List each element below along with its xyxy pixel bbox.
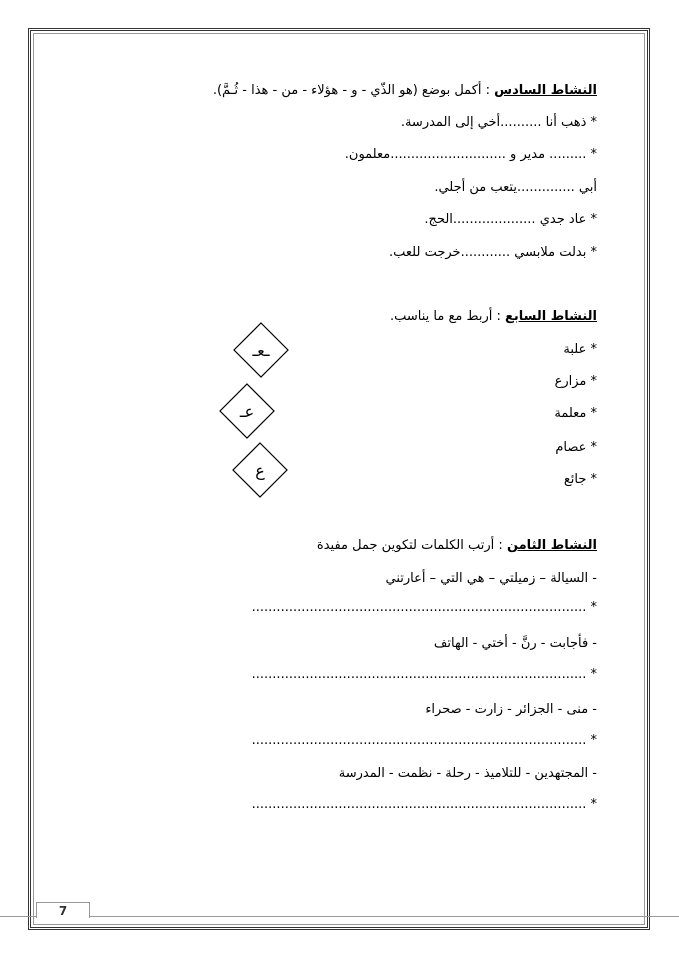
- letter-diamond-isolated: [232, 442, 288, 498]
- activity7-word-1: * علبة: [563, 342, 597, 357]
- activity8-title: النشاط الثامن: [506, 538, 597, 553]
- diamond-label-isolated: ع: [255, 460, 265, 480]
- activity6-title: النشاط السادس: [494, 83, 597, 98]
- page-border-inner: [33, 33, 645, 925]
- footer-rule: [0, 916, 679, 917]
- activity6-heading: [213, 83, 597, 98]
- activity8-item-2-words: - فأجابت - رنَّ - أختي - الهاتف: [433, 636, 597, 651]
- activity8-item-3-answer: * .................................................................................: [251, 733, 597, 748]
- activity8-item-4-words: - المجتهدين - للتلاميذ - رحلة - نظمت - المدرسة: [338, 766, 597, 781]
- activity7-word-2: * مزارع: [554, 374, 597, 389]
- activity6-line-5: * بدلت ملابسي ............خرجت للعب.: [389, 245, 597, 260]
- activity7-instruction: : أربط مع ما يناسب.: [390, 309, 501, 324]
- activity6-line-4: * عاد جدي ....................الحج.: [424, 212, 597, 227]
- activity8-heading: [317, 538, 597, 553]
- activity7-word-5: * جائع: [563, 472, 597, 487]
- activity8-instruction: : أرتب الكلمات لتكوين جمل مفيدة: [316, 538, 503, 553]
- activity7-word-3: * معلمة: [554, 406, 597, 421]
- activity6-line-2: * ......... مدير و ............................معلمون.: [344, 147, 597, 162]
- activity8-item-4-answer: * .................................................................................: [251, 797, 597, 812]
- activity6-line-1: * ذهب أنا ..........أخي إلى المدرسة.: [400, 115, 597, 130]
- activity6-instruction: : أكمل بوضع (هو الذّي - و - هؤلاء - من - هذا - ثُـمَّ).: [212, 83, 491, 98]
- diamond-label-middle: ـعـ: [252, 340, 270, 360]
- activity7-word-4: * عصام: [555, 440, 597, 455]
- letter-diamond-middle: [233, 322, 289, 378]
- activity7-heading: [390, 309, 597, 324]
- page-number: 7: [36, 902, 90, 918]
- activity8-item-3-words: - منى - الجزائر - زارت - صحراء: [425, 702, 597, 717]
- activity7-title: النشاط السابع: [505, 309, 597, 324]
- activity8-item-1-words: - السيالة – زميلتي – هي التي – أعارتني: [385, 571, 597, 586]
- activity6-line-3: أبي ..............يتعب من أجلي.: [434, 180, 597, 195]
- activity8-item-2-answer: * .................................................................................: [251, 667, 597, 682]
- letter-diamond-initial: [219, 383, 275, 439]
- activity8-item-1-answer: * .................................................................................: [251, 600, 597, 615]
- diamond-label-initial: عـ: [239, 401, 255, 421]
